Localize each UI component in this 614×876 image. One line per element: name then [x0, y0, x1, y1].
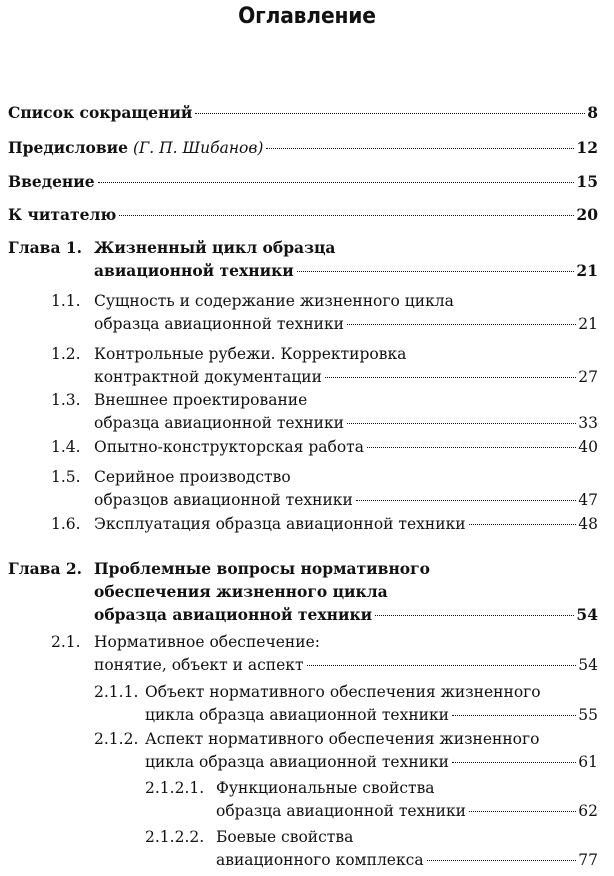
leader-dots — [469, 811, 576, 812]
section-number: 1.4. — [51, 438, 81, 456]
toc-section-1-2[interactable] — [51, 343, 598, 389]
toc-entry-title: Список сокращений — [8, 103, 193, 122]
section-number: 2.1. — [51, 633, 81, 651]
toc-section-2-1-2[interactable] — [94, 728, 598, 774]
leader-dots — [375, 615, 574, 616]
leader-dots — [325, 377, 576, 378]
toc-section-2-1[interactable] — [51, 631, 598, 677]
toc-entry-title: Жизненный цикл образца — [94, 238, 336, 257]
chapter-number: Глава 1. — [8, 238, 83, 257]
section-number: 2.1.1. — [94, 683, 139, 701]
toc-entry-title-cont: обеспечения жизненного цикла — [94, 582, 388, 601]
toc-section-2-1-1[interactable] — [94, 681, 598, 727]
section-number: 2.1.2.2. — [145, 828, 205, 846]
toc-entry-title-cont: образца авиационной техники — [94, 414, 345, 432]
toc-entry-title: Предисловие — [8, 138, 128, 157]
toc-page-number: 48 — [578, 515, 598, 533]
toc-entry-title: Проблемные вопросы нормативного — [94, 559, 430, 578]
toc-entry-introduction[interactable] — [8, 170, 598, 193]
section-number: 2.1.2. — [94, 730, 139, 748]
leader-dots — [297, 271, 575, 272]
toc-chapter-2[interactable] — [8, 557, 598, 626]
toc-page-number: 21 — [576, 261, 598, 280]
toc-entry-title-cont: контрактной документации — [94, 368, 322, 386]
toc-entry-title: Внешнее проектирование — [94, 391, 308, 409]
toc-entry-title: Контрольные рубежи. Корректировка — [94, 345, 407, 363]
section-number: 1.5. — [51, 468, 81, 486]
toc-section-1-5[interactable] — [51, 466, 598, 512]
toc-page-number: 55 — [578, 706, 598, 724]
toc-entry-title-cont: понятие, объект и аспект — [94, 656, 304, 674]
toc-section-2-1-2-1[interactable] — [145, 777, 598, 823]
section-number: 1.1. — [51, 292, 81, 310]
leader-dots — [452, 715, 576, 716]
toc-page-number: 12 — [576, 138, 598, 157]
toc-entry-abbreviations[interactable] — [8, 101, 598, 124]
toc-section-1-4[interactable] — [51, 436, 598, 459]
toc-entry-title: Объект нормативного обеспечения жизненного — [145, 683, 541, 701]
leader-dots — [452, 762, 576, 763]
toc-page-number: 62 — [578, 802, 598, 820]
toc-entry-title-cont: авиационной техники — [94, 261, 294, 280]
toc-page-number: 77 — [578, 851, 598, 869]
toc-entry-title: Нормативное обеспечение: — [94, 633, 320, 651]
leader-dots — [356, 500, 576, 501]
toc-entry-title-cont: образца авиационной техники — [94, 315, 345, 333]
toc-section-2-1-2-2[interactable] — [145, 826, 598, 872]
toc-page-number: 20 — [576, 205, 598, 224]
leader-dots — [98, 182, 575, 183]
toc-page-number: 33 — [578, 414, 598, 432]
toc-entry-title: Серийное производство — [94, 468, 291, 486]
toc-page-number: 61 — [578, 753, 598, 771]
leader-dots — [266, 148, 574, 149]
toc-entry-title: Функциональные свойства — [216, 779, 435, 797]
toc-entry-preface[interactable] — [8, 136, 598, 160]
toc-entry-title-cont: цикла образца авиационной техники — [145, 706, 450, 724]
leader-dots — [367, 447, 576, 448]
leader-dots — [469, 524, 577, 525]
toc-section-1-6[interactable] — [51, 513, 598, 536]
toc-entry-to-reader[interactable] — [8, 203, 598, 226]
toc-entry-title: К читателю — [8, 205, 117, 224]
leader-dots — [195, 113, 585, 114]
toc-entry-title: Боевые свойства — [216, 828, 354, 846]
toc-page-number: 15 — [576, 172, 598, 191]
toc-page-number: 47 — [578, 491, 598, 509]
leader-dots — [119, 215, 574, 216]
toc-page-number: 8 — [587, 103, 598, 122]
toc-entry-title: Аспект нормативного обеспечения жизненного — [145, 730, 540, 748]
leader-dots — [427, 860, 577, 861]
toc-entry-title-cont: цикла образца авиационной техники — [145, 753, 450, 771]
section-number: 1.3. — [51, 391, 81, 409]
toc-page-number: 54 — [576, 605, 598, 624]
toc-entry-title-cont: образца авиационной техники — [94, 605, 373, 624]
leader-dots — [347, 423, 576, 424]
toc-entry-title-cont: авиационного комплекса — [216, 851, 424, 869]
leader-dots — [307, 665, 577, 666]
toc-entry-title: Введение — [8, 172, 95, 191]
toc-entry-author: (Г. П. Шибанов) — [132, 139, 264, 157]
toc-page-number: 21 — [578, 315, 598, 333]
toc-chapter-1[interactable] — [8, 236, 598, 282]
toc-entry-title-cont: образцов авиационной техники — [94, 491, 353, 509]
toc-page-number: 54 — [578, 656, 598, 674]
section-number: 1.2. — [51, 345, 81, 363]
section-number: 1.6. — [51, 515, 81, 533]
page-title: Оглавление — [238, 4, 376, 29]
toc-entry-title: Эксплуатация образца авиационной техники — [94, 515, 466, 533]
toc-section-1-1[interactable] — [51, 290, 598, 336]
toc-page-number: 40 — [578, 438, 598, 456]
leader-dots — [347, 324, 576, 325]
chapter-number: Глава 2. — [8, 559, 83, 578]
toc-entry-title-cont: образца авиационной техники — [216, 802, 467, 820]
toc-page-number: 27 — [578, 368, 598, 386]
toc-section-1-3[interactable] — [51, 389, 598, 435]
toc-entry-title: Опытно-конструкторская работа — [94, 438, 364, 456]
toc-entry-title: Сущность и содержание жизненного цикла — [94, 292, 454, 310]
section-number: 2.1.2.1. — [145, 779, 205, 797]
